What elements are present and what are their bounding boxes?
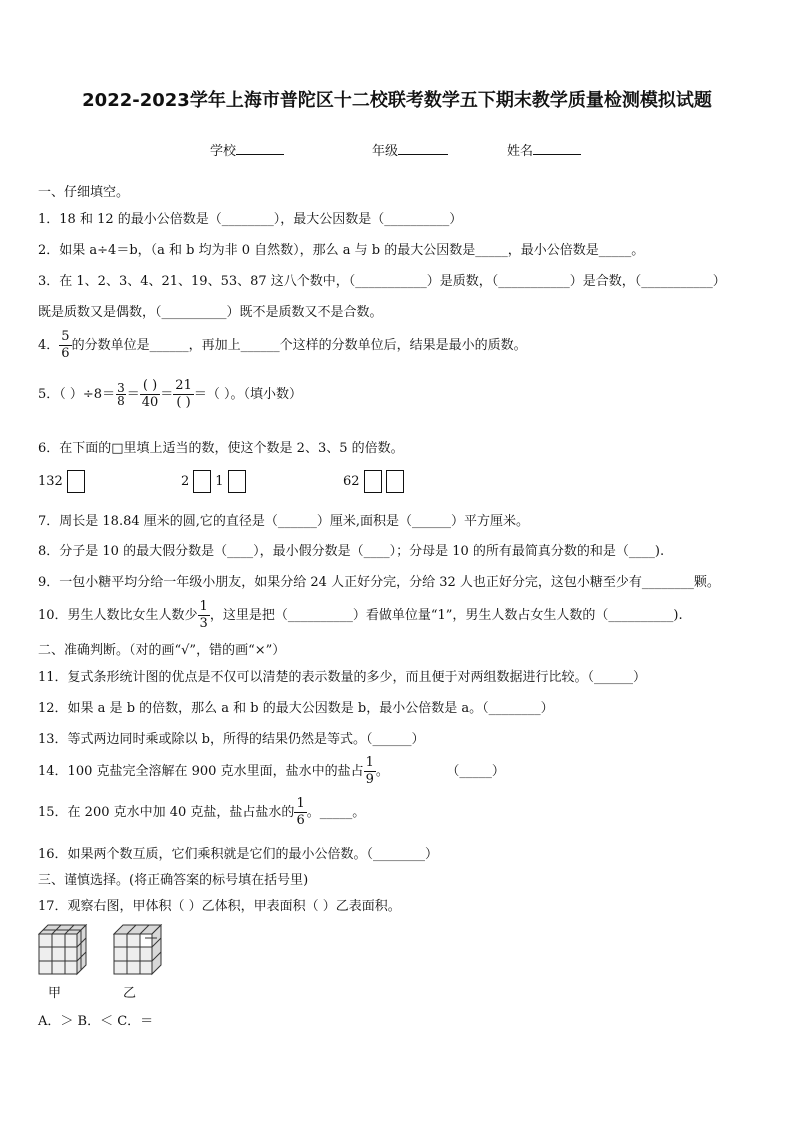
question-3-line-2: 既是质数又是偶数，（__________）既不是质数又不是合数。 [38,305,383,320]
section-2-heading: 二、准确判断。（对的画“√”，错的画“×”） [38,643,286,658]
cube-stack-yi-icon [113,924,163,978]
question-4 [38,329,527,362]
q6-a-box[interactable] [67,470,85,493]
q6-b-digit-1: 2 [181,474,190,489]
question-13: 13．等式两边同时乘或除以 b，所得的结果仍然是等式。（______） [38,732,425,747]
q6-item-c [343,470,404,493]
q10-end: ，这里是把（__________）看做单位量“1”，男生人数占女生人数的（__________). [209,608,683,623]
q10-start: 10．男生人数比女生人数少 [38,608,198,623]
q10-fraction: $\frac{1}{3}$ [199,599,208,631]
q4-number: 4． [38,338,60,353]
q6-c-number: 62 [343,474,360,489]
figure-yi-label: 乙 [123,986,137,1001]
question-8: 8．分子是 10 的最大假分数是（____），最小假分数是（____）；分母是 10 的所有最简真分数的和是（____). [38,544,665,559]
q14-blank: （_____） [452,764,505,779]
grade-field [372,140,448,159]
name-blank[interactable] [533,141,581,155]
grade-label: 年级 [372,144,399,159]
q6-c-box-2[interactable] [386,470,404,493]
school-blank[interactable] [236,141,284,155]
q6-item-b [181,470,246,493]
question-17-options: A．＞ B．＜ C．＝ [38,1014,154,1029]
name-label: 姓名 [507,144,534,159]
q5-equals-2: ＝ [160,387,174,402]
figure-jia-label: 甲 [48,986,62,1001]
question-6: 6．在下面的□里填上适当的数，使这个数是 2、3、5 的倍数。 [38,441,404,456]
question-14 [38,755,505,788]
q4-text: 的分数单位是______，再加上______个这样的分数单位后，结果是最小的质数。 [71,338,527,353]
q14-fraction: $\frac{1}{9}$ [365,755,374,787]
page-title: 2022-2023学年上海市普陀区十二校联考数学五下期末教学质量检测模拟试题 [82,90,712,111]
q5-end: ＝（ ）。（填小数） [193,387,302,402]
q14-start: 14．100 克盐完全溶解在 900 克水里面，盐水中的盐占 [38,764,364,779]
q15-fraction: $\frac{1}{6}$ [296,796,305,828]
question-11: 11．复式条形统计图的优点是不仅可以清楚的表示数量的多少，而且便于对两组数据进行比较。（______） [38,670,647,685]
question-9: 9．一包小糖平均分给一年级小朋友，如果分给 24 人正好分完，分给 32 人也正好分完，这包小糖至少有________颗。 [38,575,720,590]
figure-jia [38,924,88,1001]
q5-fraction-1: $\frac{3}{8}$ [117,381,125,408]
q5-start: 5．（ ）÷8＝ [38,387,116,402]
school-label: 学校 [210,144,237,159]
q15-end: 。_____。 [306,805,366,820]
q6-b-box-1[interactable] [193,470,211,493]
q14-period: 。 [375,764,389,779]
question-15 [38,796,365,829]
question-16: 16．如果两个数互质，它们乘积就是它们的最小公倍数。（________） [38,847,439,862]
q15-start: 15．在 200 克水中加 40 克盐，盐占盐水的 [38,805,295,820]
question-10 [38,599,683,632]
question-5 [38,378,302,411]
question-12: 12．如果 a 是 b 的倍数，那么 a 和 b 的最大公因数是 b，最小公倍数是 a。（________） [38,701,554,716]
q6-a-number: 132 [38,474,63,489]
q6-b-box-2[interactable] [228,470,246,493]
question-17: 17．观察右图，甲体积（ ）乙体积，甲表面积（ ）乙表面积。 [38,899,401,914]
question-7: 7．周长是 18.84 厘米的圆,它的直径是（______）厘米,面积是（______）平方厘米。 [38,514,530,529]
question-3-line-1: 3．在 1、2、3、4、21、19、53、87 这八个数中，（___________）是质数，（___________）是合数，（___________） [38,274,726,289]
section-1-heading: 一、仔细填空。 [38,185,130,200]
grade-blank[interactable] [398,141,448,155]
q4-fraction: $\frac{5}{6}$ [61,329,70,361]
school-field [210,140,284,159]
q5-fraction-3: 21 ( ) [175,378,192,410]
section-3-heading: 三、谨慎选择。(将正确答案的标号填在括号里) [38,873,309,888]
question-1: 1．18 和 12 的最小公倍数是（________），最大公因数是（__________） [38,212,463,227]
name-field [507,140,581,159]
q6-b-digit-2: 1 [215,474,224,489]
question-2: 2．如果 a÷4＝b，（a 和 b 均为非 0 自然数），那么 a 与 b 的最大公因数是_____，最小公倍数是_____。 [38,243,645,258]
cube-stack-jia-icon [38,924,88,978]
q5-fraction-2: ( ) 40 [141,378,159,410]
q5-equals-1: ＝ [126,387,140,402]
q6-item-a [38,470,85,493]
figure-yi [113,924,163,1001]
q6-c-box-1[interactable] [364,470,382,493]
